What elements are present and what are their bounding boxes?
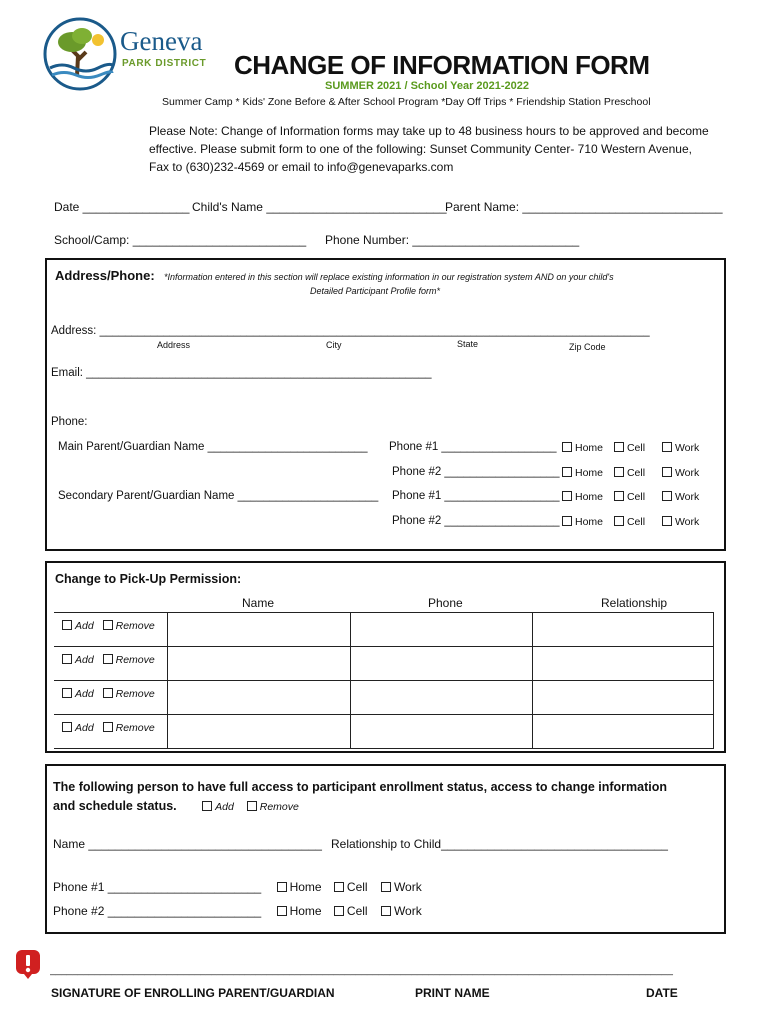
cell-checkbox[interactable]: Cell	[334, 880, 368, 894]
table-row	[54, 681, 714, 715]
table-row	[54, 647, 714, 681]
school-camp-field[interactable]: School/Camp: __________________________	[54, 233, 307, 247]
work-checkbox[interactable]: Work	[662, 442, 699, 454]
phone-2-field[interactable]: Phone #2 __________________	[392, 515, 560, 527]
home-checkbox[interactable]: Home	[277, 904, 322, 918]
remove-checkbox[interactable]: Remove	[103, 654, 155, 666]
home-checkbox[interactable]: Home	[277, 880, 322, 894]
full-access-line-1: The following person to have full access to participant enrollment status, access to change information	[53, 780, 668, 794]
print-name-label: PRINT NAME	[415, 986, 490, 1000]
cell-checkbox[interactable]: Cell	[614, 516, 645, 528]
note-line-3: Fax to (630)232-4569 or email to info@genevaparks.com	[149, 160, 454, 174]
signature-label: SIGNATURE OF ENROLLING PARENT/GUARDIAN	[51, 986, 335, 1000]
work-checkbox[interactable]: Work	[662, 467, 699, 479]
table-row	[54, 613, 714, 647]
pickup-table	[54, 612, 714, 749]
address-sublabel-state: State	[457, 339, 479, 349]
cell-checkbox[interactable]: Cell	[614, 442, 645, 454]
address-field[interactable]: Address: ______________________________________________________________________________________	[51, 325, 650, 337]
cell-checkbox[interactable]: Cell	[614, 467, 645, 479]
work-checkbox[interactable]: Work	[662, 491, 699, 503]
pickup-col-relationship: Relationship	[601, 596, 668, 610]
secondary-guardian-name-field[interactable]: Secondary Parent/Guardian Name ______________________	[58, 490, 379, 502]
address-section-title: Address/Phone:	[55, 268, 155, 283]
alert-icon[interactable]	[14, 948, 42, 980]
programs-line: Summer Camp * Kids' Zone Before & After School Program *Day Off Trips * Friendship Station Preschool	[162, 96, 651, 108]
date-field[interactable]: Date ________________	[54, 200, 190, 214]
pickup-name-cell[interactable]	[167, 647, 350, 681]
remove-checkbox[interactable]: Remove	[103, 620, 155, 632]
pickup-relationship-cell[interactable]	[532, 647, 714, 681]
note-line-1: Please Note: Change of Information forms may take up to 48 business hours to be approved and become	[149, 124, 709, 138]
signature-line[interactable]: ________________________________________________________________________________________________________________	[50, 965, 673, 976]
date-label: DATE	[646, 986, 678, 1000]
phone-type-options	[562, 442, 699, 454]
park-logo-icon	[42, 16, 118, 92]
pickup-title: Change to Pick-Up Permission:	[55, 572, 242, 586]
email-field[interactable]: Email: ______________________________________________________	[51, 367, 432, 379]
full-access-line-2	[53, 799, 299, 813]
add-remove-cell	[54, 715, 167, 749]
access-phone-2-row	[53, 904, 422, 918]
page-subtitle: SUMMER 2021 / School Year 2021-2022	[325, 80, 530, 92]
logo	[42, 16, 222, 94]
main-guardian-name-field[interactable]: Main Parent/Guardian Name _________________________	[58, 441, 368, 453]
phone-number-field[interactable]: Phone Number: _________________________	[325, 233, 580, 247]
pickup-phone-cell[interactable]	[350, 715, 532, 749]
home-checkbox[interactable]: Home	[562, 467, 603, 479]
pickup-relationship-cell[interactable]	[532, 715, 714, 749]
address-section-note-1: *Information entered in this section will replace existing information in our registration system AND on your child's	[164, 272, 614, 282]
secondary-phone-1-row	[392, 490, 560, 502]
work-checkbox[interactable]: Work	[381, 904, 422, 918]
home-checkbox[interactable]: Home	[562, 442, 603, 454]
access-phone-2-field[interactable]: Phone #2 _______________________	[53, 904, 262, 918]
access-phone-1-row	[53, 880, 422, 894]
add-remove-cell	[54, 613, 167, 647]
phone-type-options	[562, 467, 699, 479]
access-add-checkbox[interactable]: Add	[202, 801, 234, 813]
address-sublabel-zip: Zip Code	[569, 342, 606, 352]
add-checkbox[interactable]: Add	[62, 688, 94, 700]
add-checkbox[interactable]: Add	[62, 654, 94, 666]
main-phone-1-row	[389, 441, 557, 453]
add-remove-cell	[54, 681, 167, 715]
remove-checkbox[interactable]: Remove	[103, 722, 155, 734]
access-phone-1-field[interactable]: Phone #1 _______________________	[53, 880, 262, 894]
phone-heading: Phone:	[51, 416, 88, 428]
phone-type-options	[562, 516, 699, 528]
parent-name-field[interactable]: Parent Name: ______________________________	[445, 200, 723, 214]
pickup-relationship-cell[interactable]	[532, 681, 714, 715]
pickup-col-name: Name	[242, 596, 275, 610]
full-access-line-2-text: and schedule status.	[53, 799, 177, 813]
address-sublabel-city: City	[326, 340, 342, 350]
secondary-phone-2-row	[392, 515, 560, 527]
access-relationship-field[interactable]: Relationship to Child__________________________________	[331, 837, 668, 851]
remove-checkbox[interactable]: Remove	[103, 688, 155, 700]
work-checkbox[interactable]: Work	[381, 880, 422, 894]
address-sublabel-address: Address	[157, 340, 191, 350]
page-title: CHANGE OF INFORMATION FORM	[234, 50, 650, 80]
logo-subtitle: PARK DISTRICT	[122, 58, 207, 69]
access-name-field[interactable]: Name ___________________________________	[53, 837, 322, 851]
main-phone-2-row	[392, 466, 560, 478]
table-row	[54, 715, 714, 749]
pickup-col-phone: Phone	[428, 596, 463, 610]
pickup-phone-cell[interactable]	[350, 613, 532, 647]
childs-name-field[interactable]: Child's Name ___________________________	[192, 200, 447, 214]
access-remove-checkbox[interactable]: Remove	[247, 801, 299, 813]
phone-1-field[interactable]: Phone #1 __________________	[392, 490, 560, 502]
phone-type-options	[562, 491, 699, 503]
home-checkbox[interactable]: Home	[562, 491, 603, 503]
pickup-name-cell[interactable]	[167, 681, 350, 715]
add-checkbox[interactable]: Add	[62, 722, 94, 734]
home-checkbox[interactable]: Home	[562, 516, 603, 528]
phone-2-field[interactable]: Phone #2 __________________	[392, 466, 560, 478]
logo-name: Geneva	[120, 26, 203, 56]
pickup-phone-cell[interactable]	[350, 681, 532, 715]
add-checkbox[interactable]: Add	[62, 620, 94, 632]
pickup-relationship-cell[interactable]	[532, 613, 714, 647]
phone-1-field[interactable]: Phone #1 __________________	[389, 441, 557, 453]
add-remove-cell	[54, 647, 167, 681]
cell-checkbox[interactable]: Cell	[334, 904, 368, 918]
pickup-phone-cell[interactable]	[350, 647, 532, 681]
note-line-2: effective. Please submit form to one of the following: Sunset Community Center- 710 Western Avenue,	[149, 142, 692, 156]
address-phone-section	[45, 258, 726, 551]
address-section-note-2: Detailed Participant Profile form*	[310, 286, 441, 296]
cell-checkbox[interactable]: Cell	[614, 491, 645, 503]
pickup-name-cell[interactable]	[167, 715, 350, 749]
work-checkbox[interactable]: Work	[662, 516, 699, 528]
pickup-name-cell[interactable]	[167, 613, 350, 647]
